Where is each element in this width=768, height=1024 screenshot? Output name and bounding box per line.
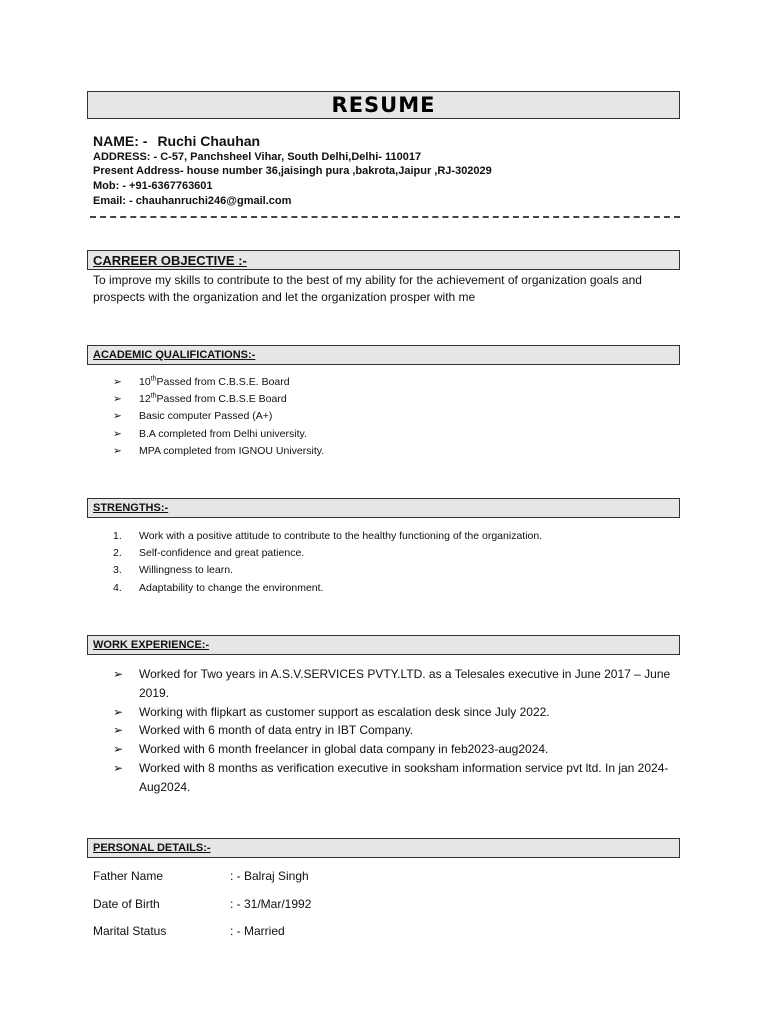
academic-list (113, 374, 324, 460)
strengths-heading-box (87, 498, 680, 518)
list-item (113, 443, 324, 460)
list-item (113, 391, 324, 408)
arrow-bullet-icon: ➢ (113, 410, 122, 423)
personal-value: : - 31/Mar/1992 (230, 897, 312, 911)
work-item-text: Worked with 8 months as verification executive in sooksham information service pvt ltd. In jan 2024-Aug2024. (139, 760, 669, 794)
list-item (113, 408, 324, 425)
list-item (113, 528, 542, 545)
list-item (113, 740, 673, 759)
strength-text: Self-confidence and great patience. (139, 547, 305, 560)
strengths-list (113, 528, 542, 597)
list-item (113, 721, 673, 740)
personal-row-date-of-birth (93, 897, 311, 911)
name-label: NAME: - (93, 133, 148, 149)
work-item-text: Worked with 6 month of data entry in IBT Company. (139, 723, 414, 738)
mobile-line: Mob: - +91-6367763601 (93, 180, 213, 192)
arrow-bullet-icon: ➢ (113, 704, 124, 719)
list-number: 2. (113, 547, 122, 560)
personal-value: : - Married (230, 924, 285, 938)
arrow-bullet-icon: ➢ (113, 376, 122, 388)
list-item (113, 665, 673, 703)
work-experience-heading-box (87, 635, 680, 655)
strength-text: Work with a positive attitude to contribute to the healthy functioning of the organization. (139, 530, 543, 542)
list-item (113, 426, 324, 443)
list-item (113, 545, 542, 562)
resume-title-box (87, 91, 680, 119)
present-address-line: Present Address- house number 36,jaisingh pura ,bakrota,Jaipur ,RJ-302029 (93, 165, 492, 177)
personal-label: Date of Birth (93, 897, 160, 911)
name-value: Ruchi Chauhan (157, 133, 261, 149)
strength-text: Willingness to learn. (139, 564, 233, 577)
personal-details-heading-box (87, 838, 680, 858)
career-objective-heading: CARREER OBJECTIVE :- (93, 252, 247, 268)
work-item-text: Worked with 6 month freelancer in global data company in feb2023-aug2024. (139, 742, 549, 757)
list-number: 3. (113, 564, 122, 577)
career-objective-text: To improve my skills to contribute to the best of my ability for the achievement of organization goals and prospects with the organization and let the organization prosper with me (93, 273, 642, 304)
personal-details-heading: PERSONAL DETAILS:- (93, 842, 211, 854)
academic-item-text: 10 (139, 376, 151, 388)
arrow-bullet-icon: ➢ (113, 742, 124, 757)
personal-value: : - Balraj Singh (230, 869, 309, 883)
address-line: ADDRESS: - C-57, Panchsheel Vihar, South Delhi,Delhi- 110017 (93, 151, 422, 163)
list-item (113, 580, 542, 597)
work-item-text: Worked for Two years in A.S.V.SERVICES PVTY.LTD. as a Telesales executive in June 2017 – June 2019. (139, 667, 671, 700)
strength-text: Adaptability to change the environment. (139, 581, 324, 594)
academic-item-sup: th (150, 375, 157, 383)
academic-item-text: Basic computer Passed (A+) (139, 410, 273, 423)
arrow-bullet-icon: ➢ (113, 393, 122, 406)
arrow-bullet-icon: ➢ (113, 427, 122, 440)
arrow-bullet-icon: ➢ (113, 760, 124, 775)
personal-row-father-name (93, 869, 309, 883)
academic-heading-box (87, 345, 680, 365)
personal-label: Father Name (93, 869, 164, 883)
list-item (113, 374, 324, 391)
email-line: Email: - chauhanruchi246@gmail.com (93, 195, 292, 207)
academic-item-text-rest: Passed from C.B.S.E Board (156, 393, 287, 406)
work-item-text: Working with flipkart as customer support as escalation desk since July 2022. (139, 704, 550, 719)
academic-item-text-rest: Passed from C.B.S.E. Board (156, 376, 290, 388)
strengths-heading: STRENGTHS:- (93, 502, 169, 514)
dashed-divider (90, 210, 680, 218)
list-item (113, 703, 673, 722)
arrow-bullet-icon: ➢ (113, 667, 124, 681)
list-item (113, 562, 542, 579)
list-item (113, 759, 673, 797)
academic-heading: ACADEMIC QUALIFICATIONS:- (93, 349, 256, 361)
resume-title: RESUME (331, 93, 436, 117)
list-number: 4. (113, 581, 122, 594)
academic-item-text: MPA completed from IGNOU University. (139, 444, 325, 457)
work-experience-list (113, 665, 673, 797)
academic-item-text: B.A completed from Delhi university. (139, 427, 307, 440)
academic-item-sup: th (150, 392, 157, 400)
arrow-bullet-icon: ➢ (113, 444, 122, 457)
personal-label: Marital Status (93, 924, 167, 938)
list-number: 1. (113, 530, 122, 542)
academic-item-text: 12 (139, 393, 151, 406)
personal-row-marital-status (93, 924, 285, 938)
name-line (93, 133, 260, 149)
career-objective-heading-box (87, 250, 680, 270)
arrow-bullet-icon: ➢ (113, 723, 124, 738)
work-experience-heading: WORK EXPERIENCE:- (93, 639, 210, 651)
